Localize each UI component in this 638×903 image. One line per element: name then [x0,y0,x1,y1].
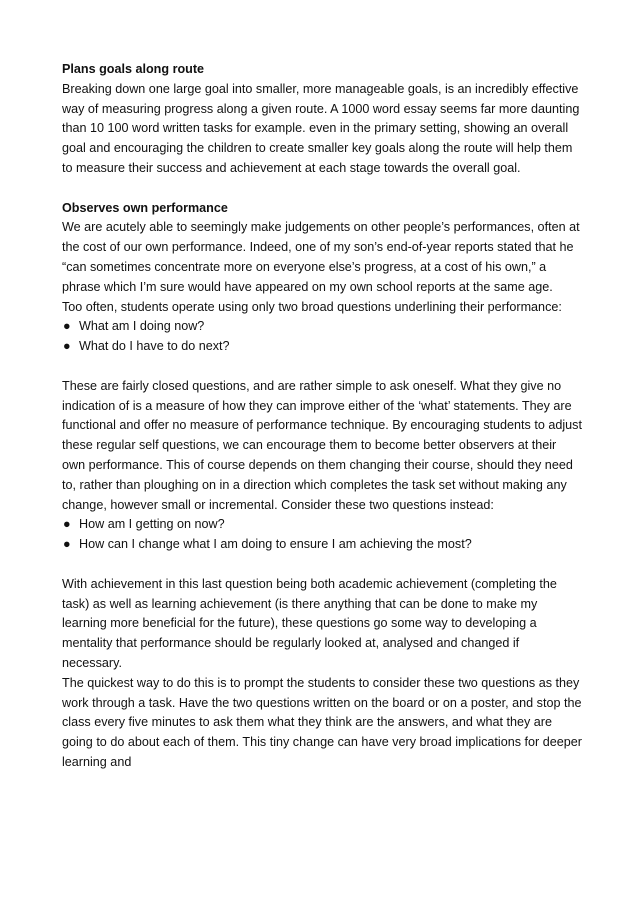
bullet-icon: ● [63,517,71,532]
section-body-plans-goals: Breaking down one large goal into smaller, more manageable goals, is an incredibly effective way of measuring progress along a given route. A 1000 word essay seems far more daunting than 10 100 word written tasks for example. even in the primary setting, showing an overall goal and encouraging the children to create smaller key goals along the route will help them to measure their success and achievement at each stage towards the overall goal. [62,81,580,175]
document-page [62,60,582,773]
paragraph-spacer [62,555,582,575]
list-item [62,337,582,357]
bullet-icon: ● [63,319,71,334]
section-heading-observes-performance: Observes own performance [62,200,228,215]
paragraph-quickest-way: The quickest way to do this is to prompt the students to consider these two questions as they work through a task. Have the two questions written on the board or on a poster, and stop the class every five minutes to ask them what they think are the answers, and what they are going to do about each of them. This tiny change can have very broad implications for deeper learning and [62,675,582,769]
paragraph-spacer [62,357,582,377]
list-item [62,515,582,535]
list-item [62,317,582,337]
paragraph-two-questions-intro: Too often, students operate using only two broad questions underlining their performance: [62,299,562,314]
paragraph-achievement: With achievement in this last question being both academic achievement (completing the task) as well as learning achievement (is there anything that can be done to make my learning more beneficial for the future), these questions go some way to developing a mentality that performance should be regularly looked at, analysed and changed if necessary. [62,576,557,670]
list-item-text: How can I change what I am doing to ensure I am achieving the most? [79,537,472,552]
bullet-icon: ● [63,537,71,552]
list-item [62,535,582,555]
bullet-list-broad-questions [62,317,582,357]
paragraph-closed-questions: These are fairly closed questions, and are rather simple to ask oneself. What they give no indication of is a measure of how they can improve either of the ‘what’ statements. They are functional and offer no measure of performance technique. By encouraging students to adjust these regular self questions, we can encourage them to become better observers at their own performance. This of course depends on them changing their course, should they need to, rather than ploughing on in a direction which completes the task set without making any change, however small or incremental. Consider these two questions instead: [62,378,582,512]
bullet-icon: ● [63,339,71,354]
section-heading-plans-goals: Plans goals along route [62,62,205,76]
paragraph-spacer [62,179,582,199]
list-item-text: How am I getting on now? [79,517,225,532]
list-item-text: What do I have to do next? [79,339,230,354]
list-item-text: What am I doing now? [79,319,205,334]
paragraph-judgements: We are acutely able to seemingly make judgements on other people’s performances, often at the cost of our own performance. Indeed, one of my son’s end-of-year reports stated that he “can sometimes concentrate more on everyone else’s progress, at a cost of his own,” a phrase which I’m sure would have appeared on my own school reports at the same age. [62,220,580,294]
bullet-list-new-questions [62,515,582,555]
